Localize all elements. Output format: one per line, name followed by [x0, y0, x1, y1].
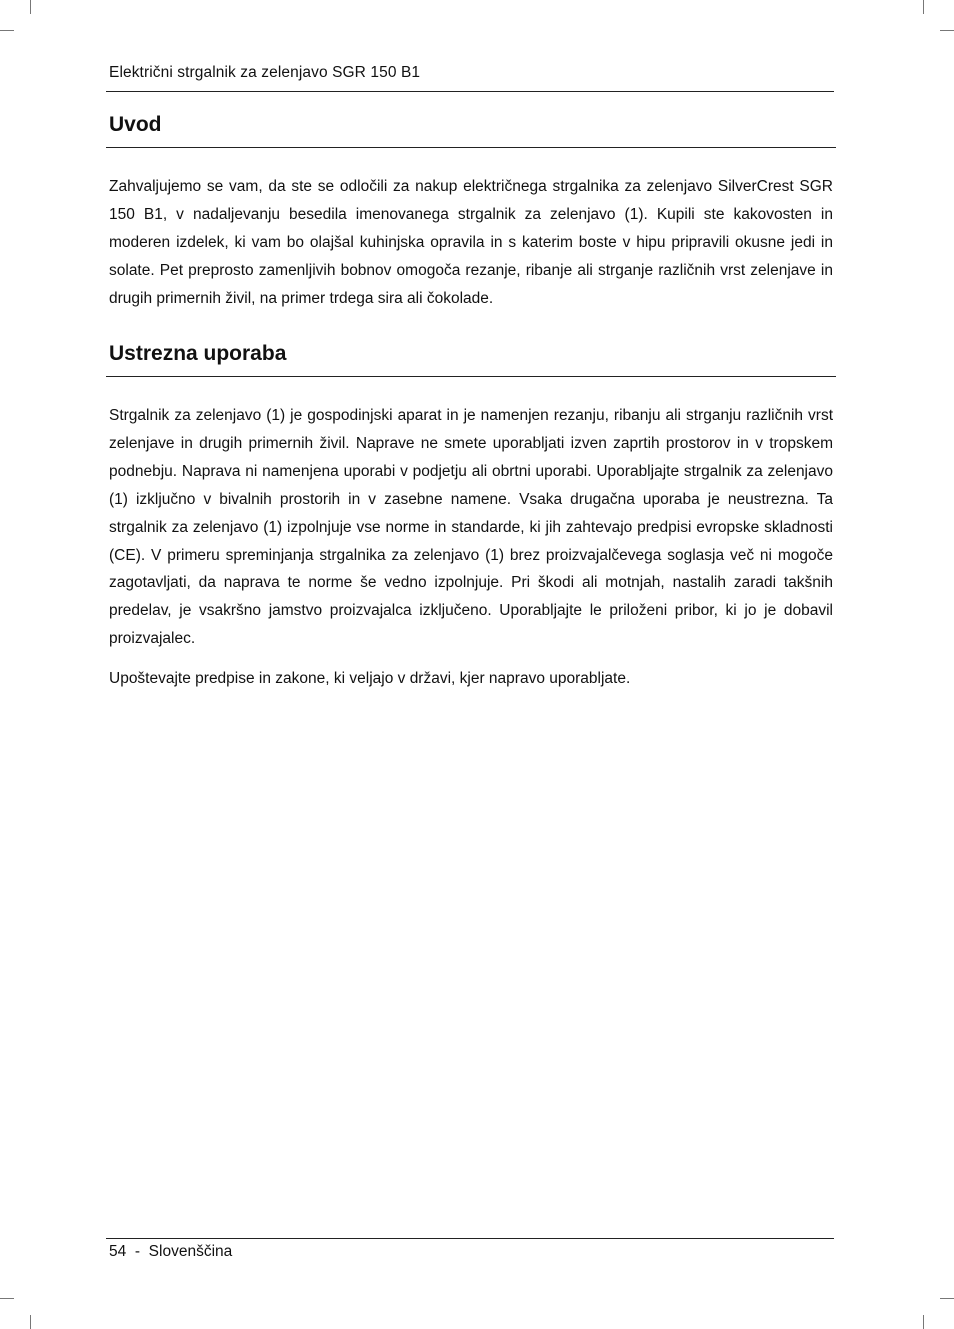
crop-mark-top-left-h: [0, 30, 14, 31]
page-footer: [109, 1243, 232, 1261]
running-header-title: Električni strgalnik za zelenjavo SGR 150 B1: [109, 64, 421, 81]
section-divider-uvod: [106, 147, 836, 148]
section-heading-ustrezna-uporaba: Ustrezna uporaba: [109, 342, 287, 365]
section-divider-ustrezna-uporaba: [106, 376, 836, 377]
footer-divider: [106, 1238, 834, 1239]
crop-mark-bottom-left-v: [30, 1315, 31, 1329]
crop-mark-bottom-right-v: [923, 1315, 924, 1329]
crop-mark-bottom-left-h: [0, 1298, 14, 1299]
footer-language: Slovenščina: [148, 1243, 233, 1260]
crop-mark-bottom-right-h: [940, 1298, 954, 1299]
paragraph-uvod: Zahvaljujemo se vam, da ste se odločili za nakup električnega strgalnika za zelenjavo SilverCrest SGR 150 B1, v nadaljevanju besedila imenovanega strgalnik za zelenjavo (1). Kupili ste kakovosten in moderen izdelek, ki vam bo olajšal kuhinjska opravila in s katerim boste v hipu pripravili okusne jedi in solate. Pet preprosto zamenljivih bobnov omogoča rezanje, ribanje ali strganje različnih vrst zelenjave in drugih primernih živil, na primer trdega sira ali čokolade.: [109, 178, 833, 307]
section-heading-uvod: Uvod: [109, 113, 162, 136]
crop-mark-top-right-v: [923, 0, 924, 14]
paragraph-ustrezna-uporaba-2: Upoštevajte predpise in zakone, ki veljajo v državi, kjer napravo uporabljate.: [109, 670, 631, 687]
footer-separator: -: [134, 1243, 141, 1260]
crop-mark-top-right-h: [940, 30, 954, 31]
header-divider: [106, 91, 834, 92]
page-number: 54: [109, 1243, 127, 1260]
paragraph-ustrezna-uporaba-1: Strgalnik za zelenjavo (1) je gospodinjski aparat in je namenjen rezanju, ribanju ali strganju različnih vrst zelenjave in drugih primernih živil. Naprave ne smete uporabljati izven zaprtih prostorov in v tropskem podnebju. Naprava ni namenjena uporabi v podjetju ali obrtni uporabi. Uporabljajte strgalnik za zelenjavo (1) izključno v bivalnih prostorih in v zasebne namene. Vsaka drugačna uporaba je neustrezna. Ta strgalnik za zelenjavo (1) izpolnjuje vse norme in standarde, ki jih zahtevajo predpisi evropske skladnosti (CE). V primeru spreminjanja strgalnika za zelenjavo (1) brez proizvajalčevega soglasja več ni mogoče zagotavljati, da naprava te norme še vedno izpolnjuje. Pri škodi ali motnjah, nastalih zaradi takšnih predelav, je vsakršno jamstvo proizvajalca izključeno. Uporabljajte le priloženi pribor, ki jo je dobavil proizvajalec.: [109, 407, 833, 648]
crop-mark-top-left-v: [30, 0, 31, 14]
